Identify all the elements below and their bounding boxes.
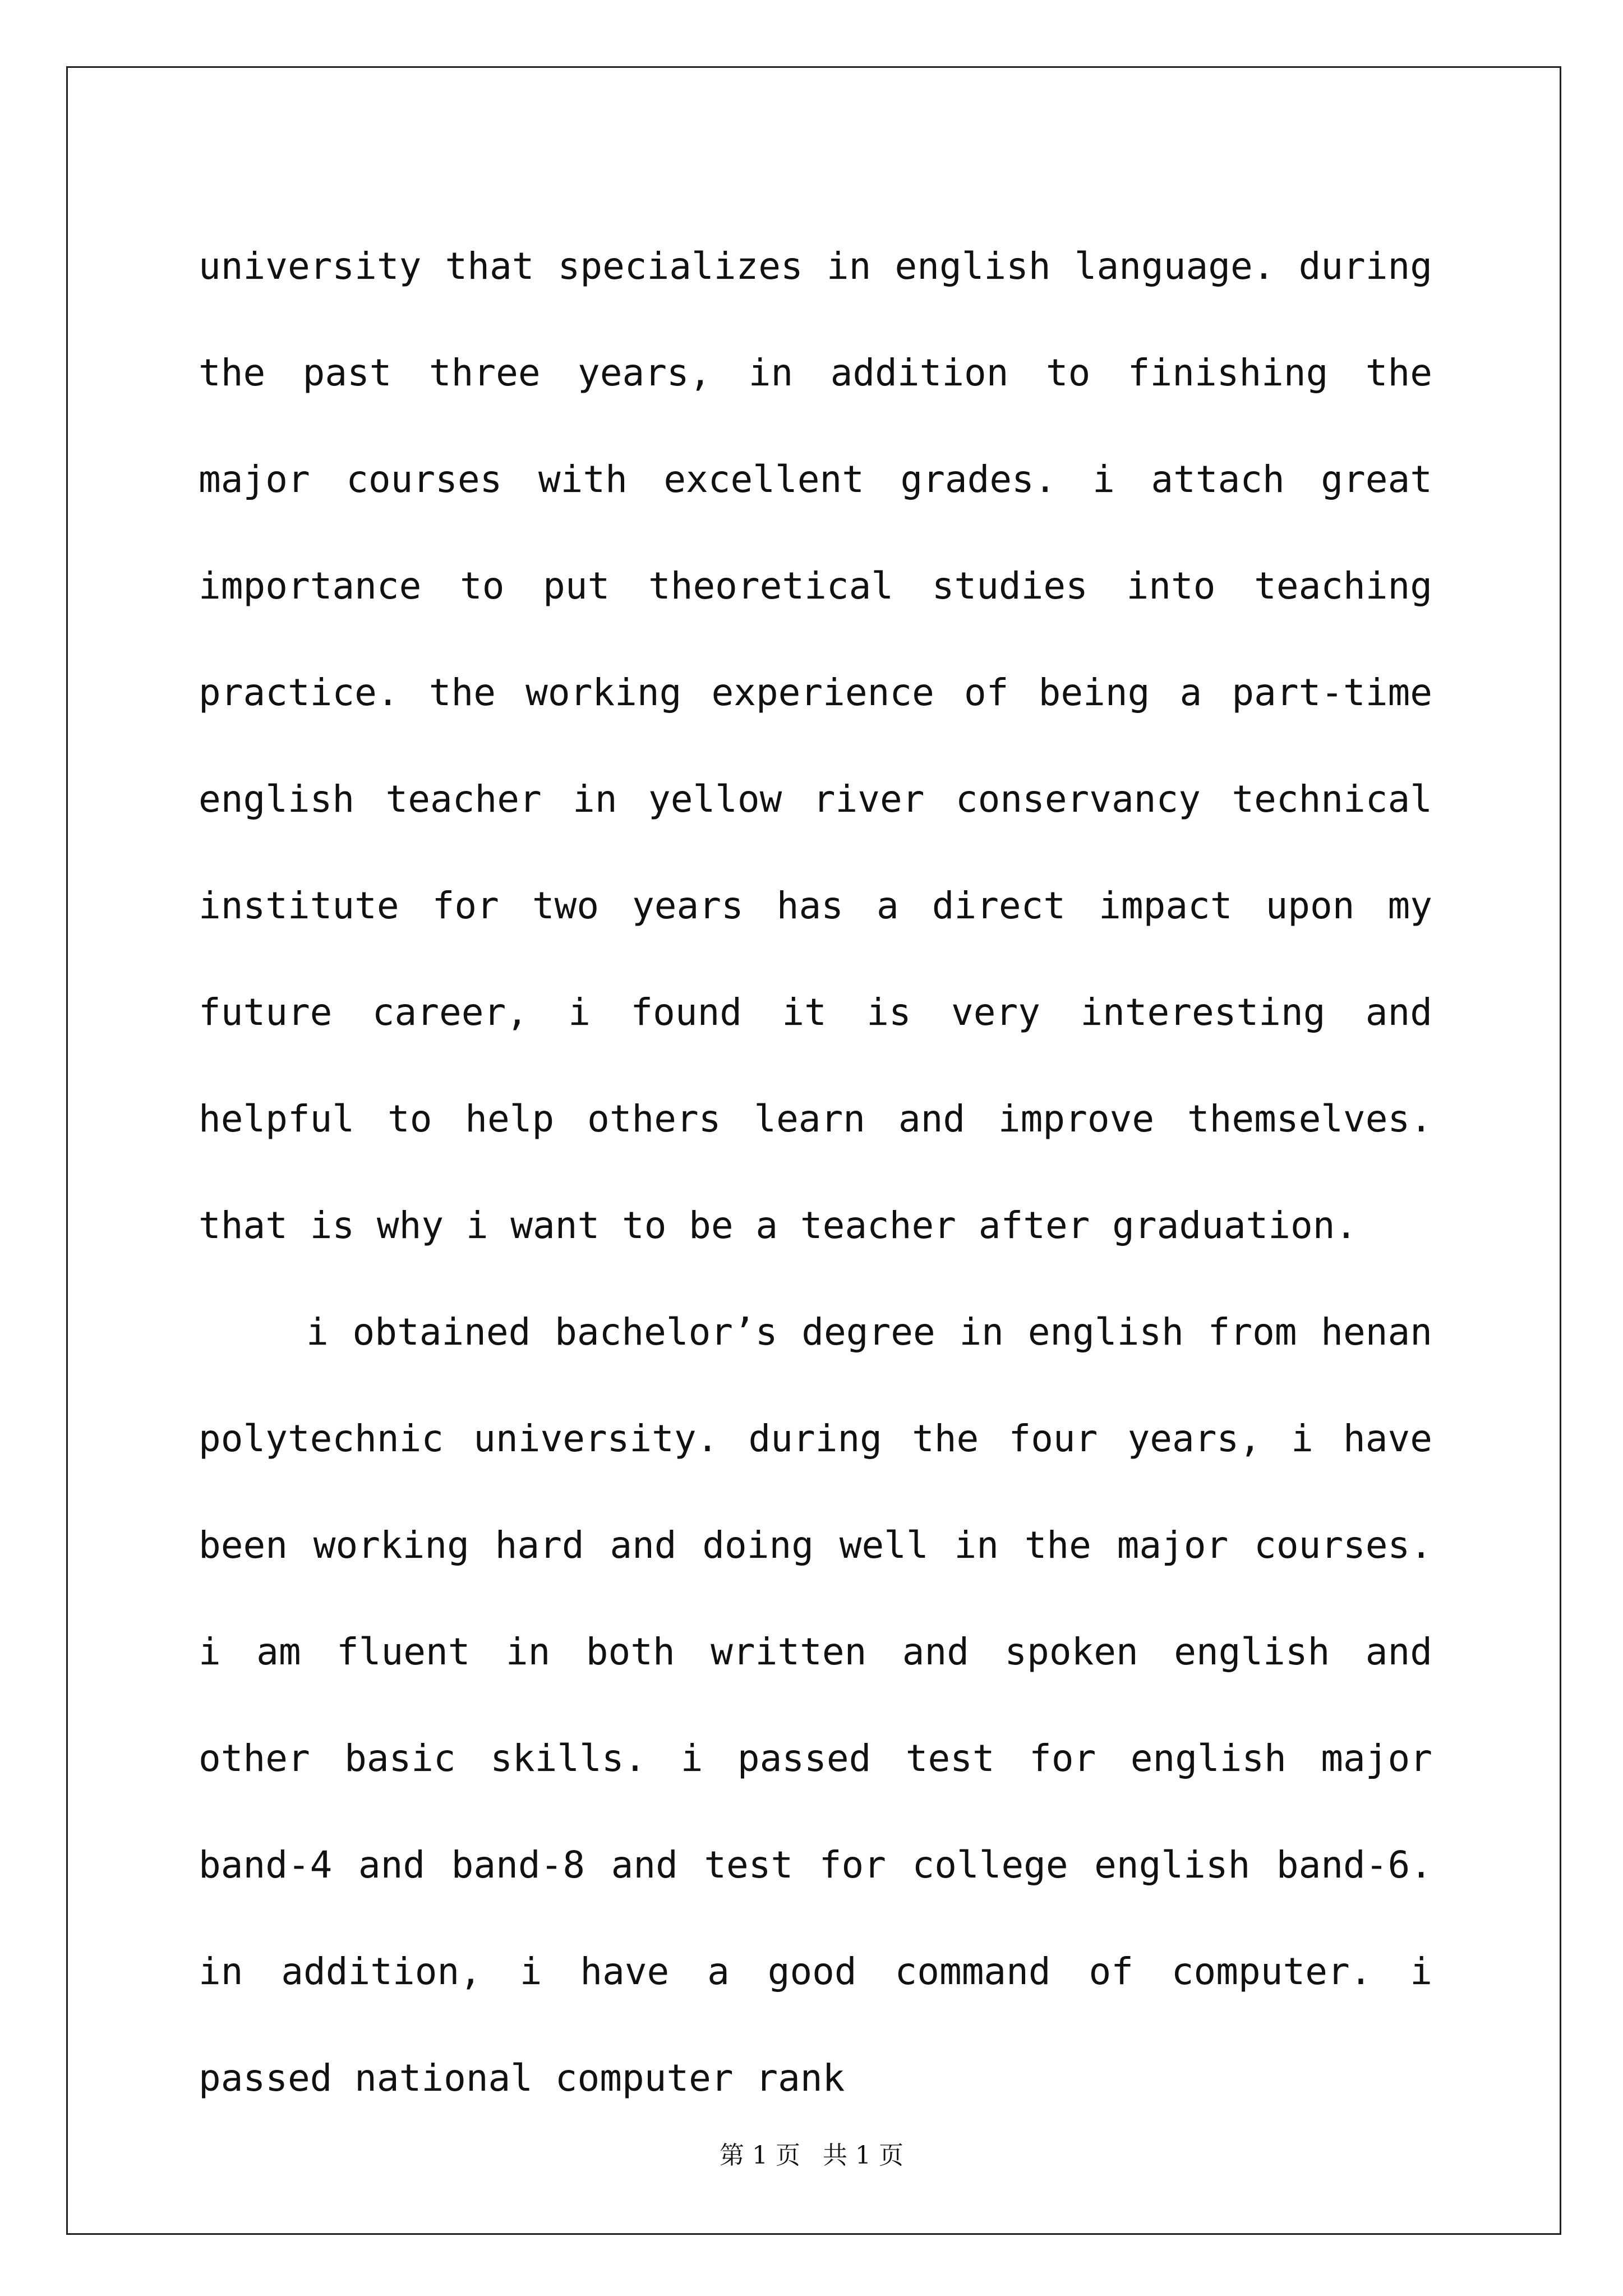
document-body (199, 213, 1432, 2132)
paragraph-2: i obtained bachelor’s degree in english from henan polytechnic university. during the four years, i have been working hard and doing well in the major courses. i am fluent in both written and spoken english and other basic skills. i passed test for english major band-4 and band-8 and test for college english band-6. in addition, i have a good command of computer. i passed national computer rank (199, 1310, 1432, 2100)
page-footer (0, 2135, 1623, 2171)
paragraph-1: university that specializes in english language. during the past three years, in addition to finishing the major courses with excellent grades. i attach great importance to put theoretical studies into teaching practice. the working experience of being a part-time english teacher in yellow river conservancy technical institute for two years has a direct impact upon my future career, i found it is very interesting and helpful to help others learn and improve themselves. that is why i want to be a teacher after graduation. (199, 245, 1432, 1247)
page-number: 第 1 页 (720, 2141, 800, 2170)
page-total: 共 1 页 (823, 2141, 903, 2170)
